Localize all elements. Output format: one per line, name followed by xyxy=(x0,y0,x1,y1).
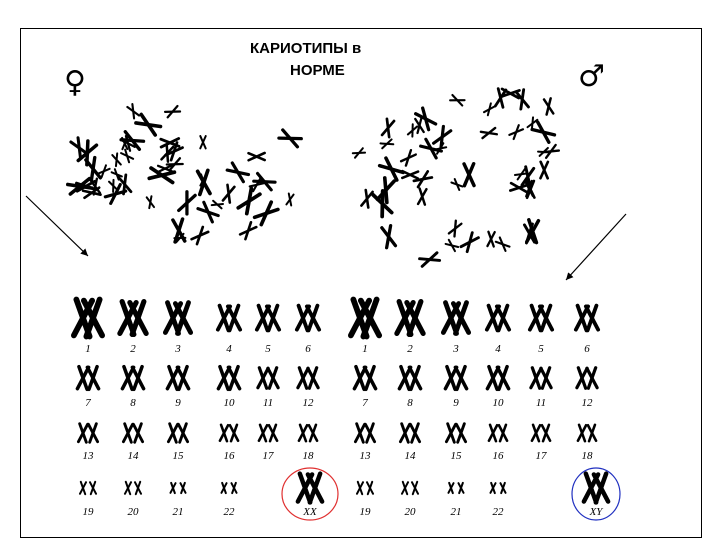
male-pair-17-right xyxy=(542,425,550,441)
female-spread-chromosome xyxy=(165,106,180,117)
female-pair-11-left xyxy=(258,368,268,389)
female-chromosome-label: 2 xyxy=(130,343,136,355)
male-chromosome-label: 18 xyxy=(581,450,593,462)
female-chromosome-label: 19 xyxy=(82,506,94,518)
male-pair-5-right xyxy=(540,306,552,331)
male-chromosome-label: 10 xyxy=(492,397,504,409)
female-pair-18-right xyxy=(309,425,317,441)
female-pair-21-right xyxy=(180,483,185,493)
female-pair-3-right xyxy=(175,303,190,334)
male-pair-19-right xyxy=(367,482,373,494)
male-spread-chromosome xyxy=(353,148,365,157)
male-spread-chromosome xyxy=(415,118,423,133)
female-spread-chromosome xyxy=(136,114,161,134)
female-spread-chromosome xyxy=(255,202,278,225)
male-symbol-icon: ♂ xyxy=(578,59,605,94)
male-pair-22-right xyxy=(500,483,505,493)
male-pair-7-right xyxy=(364,367,375,390)
female-pair-14-right xyxy=(133,424,142,443)
karyogram-grid xyxy=(74,299,620,520)
male-chromosome-label: 4 xyxy=(495,343,501,355)
female-chromosome-label: 20 xyxy=(127,506,139,518)
male-spread-chromosome xyxy=(408,124,417,136)
female-spread-chromosome xyxy=(147,196,154,208)
female-pair-2-right xyxy=(130,302,146,335)
male-pair-2-right xyxy=(407,302,423,335)
female-pair-20-left xyxy=(125,482,131,494)
female-pair-13-left xyxy=(78,424,87,443)
female-pair-12-left xyxy=(298,368,308,389)
female-spread-chromosome xyxy=(279,130,301,147)
male-pair-10-right xyxy=(497,367,508,390)
male-spread-chromosome xyxy=(418,189,426,205)
male-chromosome-label: XY xyxy=(589,506,603,518)
female-chromosome-label: 10 xyxy=(223,397,235,409)
male-pair-12-left xyxy=(577,368,587,389)
female-pair-15-left xyxy=(168,424,177,443)
female-pair-10-right xyxy=(228,367,239,390)
female-pair-9-right xyxy=(177,367,188,390)
female-chromosome-label: 17 xyxy=(262,450,274,462)
female-spread-chromosome xyxy=(200,136,205,148)
male-pair-15-right xyxy=(456,424,465,443)
male-chromosome-label: 20 xyxy=(404,506,416,518)
male-chromosome-label: 15 xyxy=(450,450,462,462)
male-pair-19-left xyxy=(357,482,363,494)
male-spread-chromosome xyxy=(464,164,474,186)
male-chromosome-label: 13 xyxy=(359,450,371,462)
male-spread-chromosome xyxy=(543,145,559,158)
male-pair-3-right xyxy=(453,303,468,334)
female-spread-chromosome xyxy=(167,158,183,170)
male-spread-chromosome xyxy=(414,171,432,187)
male-pair-14-right xyxy=(410,424,419,443)
male-pair-6-right xyxy=(586,306,598,331)
female-pair-4-right xyxy=(228,306,240,331)
female-pair-22-right xyxy=(231,483,236,493)
female-chromosome-label: 18 xyxy=(302,450,314,462)
male-chromosome-label: 5 xyxy=(538,343,544,355)
female-chromosome-label: 9 xyxy=(175,397,181,409)
male-pair-9-right xyxy=(455,367,466,390)
arrow-female xyxy=(26,196,88,256)
male-spread-chromosome xyxy=(495,89,506,108)
female-chromosome-label: 22 xyxy=(223,506,235,518)
male-spread-chromosome xyxy=(381,139,394,148)
female-pair-19-right xyxy=(90,482,96,494)
male-pair-15-left xyxy=(446,424,455,443)
male-pair-18-right xyxy=(588,425,596,441)
female-spread-chromosome xyxy=(238,188,260,213)
title-line-1: КАРИОТИПЫ в xyxy=(250,40,362,57)
female-spread-chromosome xyxy=(254,173,275,189)
female-pair-5-right xyxy=(267,306,279,331)
female-pair-13-right xyxy=(88,424,97,443)
male-pair-13-left xyxy=(355,424,364,443)
female-chromosome-label: 12 xyxy=(302,397,314,409)
female-chromosome-label: 3 xyxy=(175,343,181,355)
male-spread-chromosome xyxy=(361,190,372,207)
female-chromosome-label: 15 xyxy=(172,450,184,462)
male-spread-chromosome xyxy=(528,117,538,129)
male-chromosome-label: 12 xyxy=(581,397,593,409)
female-chromosome-label: 21 xyxy=(172,506,184,518)
male-pair-4-right xyxy=(497,306,509,331)
female-spread-chromosome xyxy=(112,153,121,166)
female-spread-chromosome xyxy=(223,185,234,203)
female-pair-7-right xyxy=(87,367,98,390)
female-pair-16-left xyxy=(220,425,228,441)
male-spread-chromosome xyxy=(544,98,553,114)
male-chromosome-label: 11 xyxy=(535,397,547,409)
male-spread-chromosome xyxy=(510,183,528,192)
male-pair-18-left xyxy=(578,425,586,441)
male-chromosome-label: 6 xyxy=(584,343,590,355)
male-spread-chromosome xyxy=(487,232,494,247)
female-symbol-icon: ♀ xyxy=(64,65,86,100)
male-pair-8-right xyxy=(409,367,420,390)
male-pair-11-left xyxy=(531,368,541,389)
male-pair-16-right xyxy=(499,425,507,441)
female-chromosome-label: 14 xyxy=(127,450,139,462)
male-chromosome-label: 9 xyxy=(453,397,459,409)
female-pair-20-right xyxy=(135,482,141,494)
male-spread-chromosome xyxy=(449,221,462,237)
female-pair-19-left xyxy=(80,482,86,494)
female-spread-chromosome xyxy=(227,163,248,182)
male-spread-chromosome xyxy=(461,233,478,252)
female-chromosome-label: 16 xyxy=(223,450,235,462)
male-pair-20-right xyxy=(412,482,418,494)
male-chromosome-label: 2 xyxy=(407,343,413,355)
female-chromosome-label: 7 xyxy=(85,397,91,409)
male-pair-17-left xyxy=(532,425,540,441)
male-pair-21-right xyxy=(458,483,463,493)
male-spread-chromosome xyxy=(451,179,462,190)
male-chromosome-label: 3 xyxy=(453,343,459,355)
male-pair-XY-right xyxy=(594,474,608,503)
female-chromosome-label: 11 xyxy=(262,397,274,409)
male-spread-chromosome xyxy=(532,122,554,142)
female-pair-21-left xyxy=(170,483,175,493)
female-chromosome-label: 4 xyxy=(226,343,232,355)
male-pair-12-right xyxy=(587,368,597,389)
male-spread-chromosome xyxy=(382,119,394,137)
title-line-2: НОРМЕ xyxy=(290,62,345,79)
male-spread-chromosome xyxy=(516,90,528,109)
female-spread-chromosome xyxy=(179,192,195,214)
male-spread-chromosome xyxy=(509,125,523,139)
male-spread-chromosome xyxy=(380,158,403,180)
female-pair-11-right xyxy=(268,368,278,389)
male-pair-20-left xyxy=(402,482,408,494)
male-spread-chromosome xyxy=(373,191,392,217)
male-chromosome-label: 8 xyxy=(407,397,413,409)
female-chromosome-label: 6 xyxy=(305,343,311,355)
female-spread-chromosome xyxy=(248,153,264,160)
female-spread-chromosome xyxy=(127,104,139,118)
male-chromosome-label: 7 xyxy=(362,397,368,409)
female-spread-chromosome xyxy=(286,194,293,206)
female-chromosome-label: 13 xyxy=(82,450,94,462)
female-pair-18-left xyxy=(299,425,307,441)
male-pair-11-right xyxy=(541,368,551,389)
female-pair-22-left xyxy=(221,483,226,493)
male-spread-chromosome xyxy=(481,128,497,138)
female-spread-chromosome xyxy=(86,158,100,181)
female-pair-XX-right xyxy=(308,474,322,503)
female-pair-15-right xyxy=(178,424,187,443)
male-pair-22-left xyxy=(490,483,495,493)
female-chromosome-label: 1 xyxy=(85,343,91,355)
male-spread-chromosome xyxy=(450,95,464,106)
male-chromosome-label: 21 xyxy=(450,506,462,518)
female-spread-chromosome xyxy=(121,150,133,163)
female-pair-14-left xyxy=(123,424,132,443)
female-pair-12-right xyxy=(308,368,318,389)
male-pair-14-left xyxy=(400,424,409,443)
male-spread-chromosome xyxy=(446,240,459,251)
male-spread-chromosome xyxy=(401,150,416,165)
male-spread-chromosome xyxy=(420,253,440,267)
male-chromosome-label: 17 xyxy=(535,450,547,462)
female-chromosome-label: 8 xyxy=(130,397,136,409)
female-spread-chromosome xyxy=(212,201,223,209)
male-chromosome-label: 22 xyxy=(492,506,504,518)
male-spread-chromosome xyxy=(496,238,510,251)
female-pair-6-right xyxy=(307,306,319,331)
male-chromosome-label: 1 xyxy=(362,343,368,355)
female-chromosome-label: XX xyxy=(303,506,317,518)
male-spread-chromosome xyxy=(484,103,495,115)
male-pair-13-right xyxy=(365,424,374,443)
female-spread-chromosome xyxy=(240,222,256,239)
male-pair-16-left xyxy=(489,425,497,441)
arrow-male xyxy=(566,214,626,280)
male-chromosome-label: 19 xyxy=(359,506,371,518)
metaphase-spreads xyxy=(68,89,559,267)
male-pair-21-left xyxy=(448,483,453,493)
male-spread-chromosome xyxy=(402,171,418,178)
male-chromosome-label: 16 xyxy=(492,450,504,462)
male-spread-chromosome xyxy=(382,226,396,248)
female-chromosome-label: 5 xyxy=(265,343,271,355)
female-pair-17-right xyxy=(269,425,277,441)
male-chromosome-label: 14 xyxy=(404,450,416,462)
female-pair-8-right xyxy=(132,367,143,390)
female-pair-16-right xyxy=(230,425,238,441)
male-spread-chromosome xyxy=(540,162,547,179)
female-spread-chromosome xyxy=(192,227,209,244)
female-pair-17-left xyxy=(259,425,267,441)
